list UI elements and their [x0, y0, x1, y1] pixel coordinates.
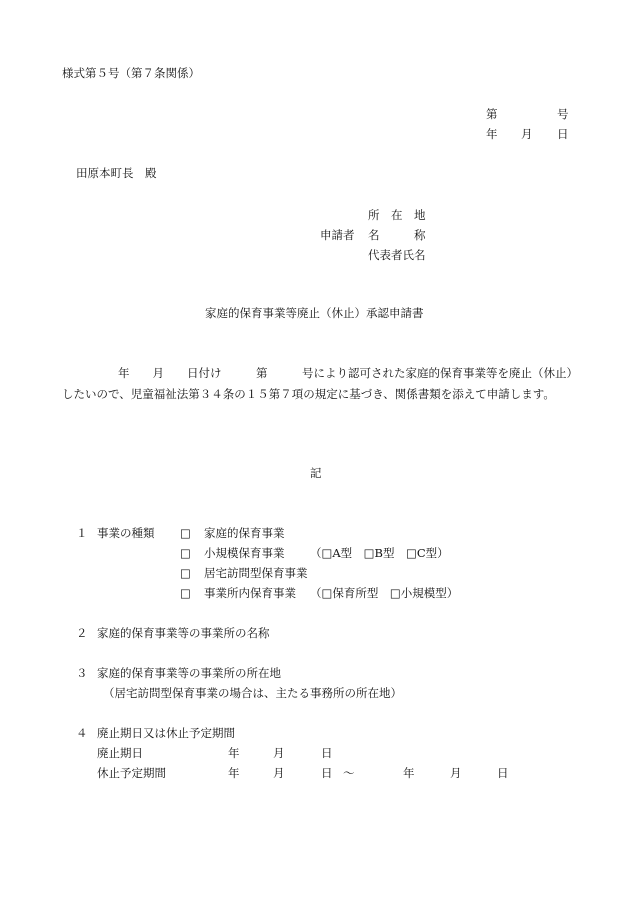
ref-day: 日	[557, 127, 569, 141]
suspension-start-day: 日	[321, 766, 333, 780]
body-text: 年 月 日付け 第 号により認可された家庭的保育事業等を廃止（休止）したいので、児童福祉法第３４条の１５第７項の規定に基づき、関係書類を添えて申請します。	[62, 366, 573, 401]
item1-number: １	[76, 526, 88, 540]
item4-number: ４	[76, 726, 88, 740]
item3-label: 家庭的保育事業等の事業所の所在地	[97, 666, 281, 680]
checkbox-small-scale[interactable]: □	[180, 546, 191, 560]
checkbox-family-daycare[interactable]: □	[180, 526, 191, 540]
item2-number: ２	[76, 626, 88, 640]
option-family-daycare: 家庭的保育事業	[204, 526, 285, 540]
item2-label: 家庭的保育事業等の事業所の名称	[97, 626, 270, 640]
option-small-scale-types: （□A型 □B型 □C型）	[310, 546, 449, 560]
suspension-end-year: 年	[403, 766, 415, 780]
abolition-year: 年	[228, 746, 240, 760]
ki-heading: 記	[310, 466, 322, 480]
document-title: 家庭的保育事業等廃止（休止）承認申請書	[205, 306, 424, 320]
ref-year: 年	[486, 127, 498, 141]
ref-go: 号	[557, 107, 569, 121]
option-home-visit: 居宅訪問型保育事業	[204, 566, 308, 580]
applicant-label: 申請者	[320, 228, 355, 242]
abolition-month: 月	[273, 746, 285, 760]
ref-month: 月	[521, 127, 533, 141]
item1-label: 事業の種類	[97, 526, 155, 540]
suspension-period-label: 休止予定期間	[97, 766, 166, 780]
item4-label: 廃止期日又は休止予定期間	[97, 726, 235, 740]
checkbox-workplace[interactable]: □	[180, 586, 191, 600]
option-workplace-types: （□保育所型 □小規模型）	[310, 586, 459, 600]
abolition-day: 日	[321, 746, 333, 760]
suspension-end-day: 日	[497, 766, 509, 780]
suspension-range-tilde: ～	[343, 766, 355, 780]
suspension-end-month: 月	[450, 766, 462, 780]
item3-note: （居宅訪問型保育事業の場合は、主たる事務所の所在地）	[103, 686, 402, 700]
option-workplace: 事業所内保育事業	[204, 586, 296, 600]
abolition-date-label: 廃止期日	[97, 746, 143, 760]
item3-number: ３	[76, 666, 88, 680]
addressee: 田原本町長 殿	[76, 166, 157, 180]
applicant-representative-label: 代表者氏名	[368, 248, 426, 262]
applicant-address-label: 所 在 地	[368, 208, 426, 222]
option-small-scale: 小規模保育事業	[204, 546, 285, 560]
form-number: 様式第５号（第７条関係）	[62, 66, 200, 80]
suspension-start-month: 月	[273, 766, 285, 780]
ref-dai: 第	[486, 107, 498, 121]
applicant-name-label: 名 称	[368, 228, 426, 242]
suspension-start-year: 年	[228, 766, 240, 780]
body-paragraph	[62, 363, 574, 405]
checkbox-home-visit[interactable]: □	[180, 566, 191, 580]
